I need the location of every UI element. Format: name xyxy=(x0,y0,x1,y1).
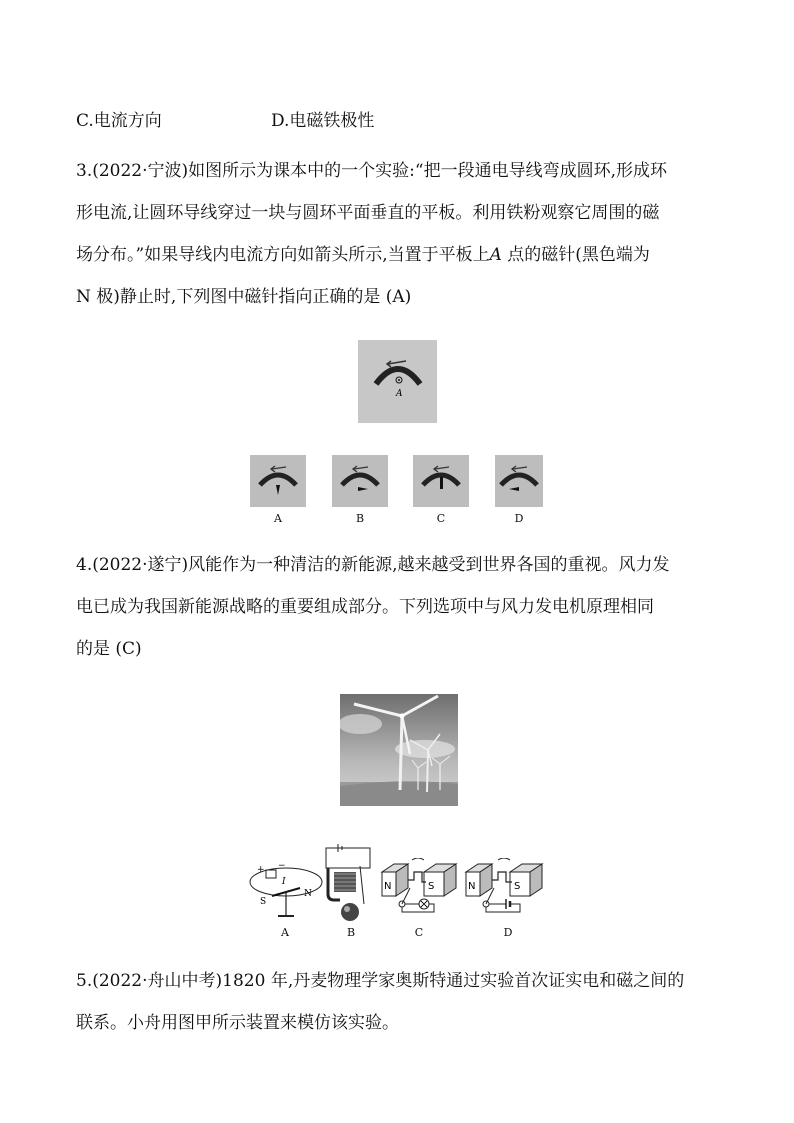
wind-turbine-photo xyxy=(340,694,458,806)
q4-choice-b-figure xyxy=(320,844,380,926)
main-point-label: A xyxy=(396,389,403,399)
q3-choice-c-figure xyxy=(413,455,469,507)
q3-line-3-text: 场分布。”如果导线内电流方向如箭头所示,当置于平板上 xyxy=(76,245,490,265)
q4-choice-a-figure xyxy=(242,858,324,926)
q3-main-figure xyxy=(358,340,437,423)
q3-line-3-tail: 点的磁针(黑色端为 xyxy=(501,245,650,265)
point-a-ref: A xyxy=(489,245,502,265)
fig-a-south: S xyxy=(260,897,267,907)
q4-line-3: 的是 (C) xyxy=(76,639,142,659)
q5-line-2: 联系。小舟用图甲所示装置来模仿该实验。 xyxy=(76,1013,399,1033)
q4-choice-c-label: C xyxy=(414,926,424,939)
q4-choice-d-label: D xyxy=(503,926,513,939)
q3-line-1: 3.(2022·宁波)如图所示为课本中的一个实验:“把一段通电导线弯成圆环,形成环 xyxy=(76,161,667,181)
q5-line-1: 5.(2022·舟山中考)1820 年,丹麦物理学家奥斯特通过实验首次证实电和磁之间的 xyxy=(76,971,685,991)
q3-choice-b-figure xyxy=(332,455,388,507)
q3-choice-d-label: D xyxy=(514,512,524,525)
q3-line-4: N 极)静止时,下列图中磁针指向正确的是 (A) xyxy=(76,287,412,307)
fig-a-north: N xyxy=(304,889,312,899)
q3-choice-d-figure xyxy=(495,455,543,507)
fig-a-current: I xyxy=(282,877,286,887)
fig-d-south: S xyxy=(514,881,521,892)
fig-c-north: N xyxy=(384,881,392,892)
q3-choice-a-figure xyxy=(250,455,306,507)
option-d: D.电磁铁极性 xyxy=(271,111,375,131)
q4-choice-b-label: B xyxy=(346,926,356,939)
fig-a-minus: − xyxy=(278,861,286,871)
q3-choice-c-label: C xyxy=(436,512,446,525)
fig-a-plus: + xyxy=(257,865,265,875)
q4-choice-d-figure xyxy=(464,858,546,918)
q3-line-2: 形电流,让圆环导线穿过一块与圆环平面垂直的平板。利用铁粉观察它周围的磁 xyxy=(76,203,660,223)
fig-c-south: S xyxy=(428,881,435,892)
fig-d-north: N xyxy=(468,881,476,892)
q4-choice-a-label: A xyxy=(281,926,289,939)
q3-choice-b-label: B xyxy=(355,512,365,525)
q3-choice-a-label: A xyxy=(274,512,282,525)
q4-line-2: 电已成为我国新能源战略的重要组成部分。下列选项中与风力发电机原理相同 xyxy=(76,597,654,617)
q3-line-3 xyxy=(76,244,650,266)
option-c: C.电流方向 xyxy=(76,111,162,131)
q4-line-1: 4.(2022·遂宁)风能作为一种清洁的新能源,越来越受到世界各国的重视。风力发 xyxy=(76,555,670,575)
q4-choice-c-figure xyxy=(380,858,460,918)
